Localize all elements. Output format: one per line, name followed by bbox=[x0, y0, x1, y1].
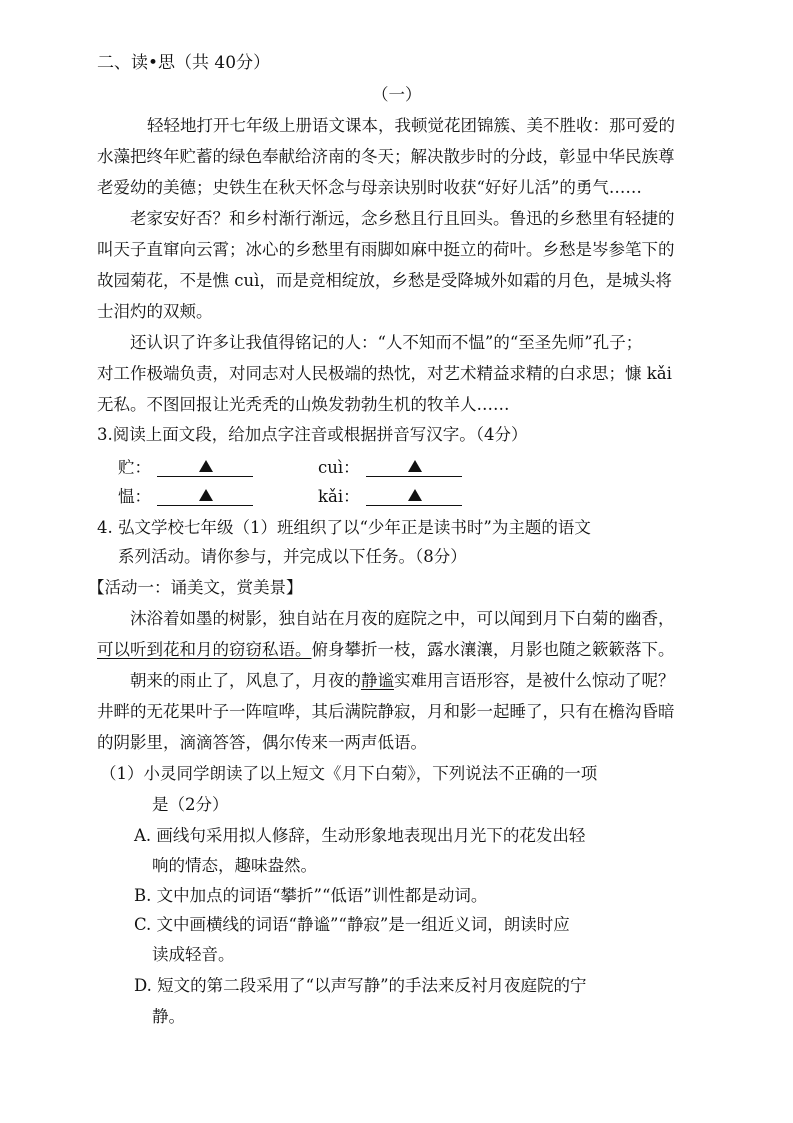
activity-1-para-2-line-1 bbox=[130, 670, 675, 692]
q3-item-cui-label: cuì： bbox=[318, 458, 360, 477]
passage-p2-line-3: 故园菊花，不是憔 cuì，而是竞相绽放，乡愁是受降城外如霜的月色，是城头将 bbox=[97, 271, 672, 290]
underlined-word-jingmi: 静谧 bbox=[361, 671, 394, 690]
triangle-marker-icon bbox=[199, 460, 213, 472]
passage-p3-line-2: 对工作极端负责，对同志对人民极端的热忱，对艺术精益求精的白求思；慷 kǎi bbox=[97, 364, 672, 383]
triangle-marker-icon bbox=[408, 460, 422, 472]
q3-answer-blank-3[interactable] bbox=[157, 487, 253, 506]
question-4-line-1: 4. 弘文学校七年级（1）班组织了以“少年正是读书时”为主题的语文 bbox=[97, 518, 591, 537]
section-title: 二、读•思（共 40分） bbox=[97, 53, 271, 73]
option-c-line-2[interactable]: 读成轻音。 bbox=[152, 945, 235, 964]
passage-p2-line-4: 士泪灼的双颊。 bbox=[97, 302, 213, 321]
passage-p3-line-1: 还认识了许多让我值得铭记的人：“人不知而不愠”的“至圣先师”孔子； bbox=[130, 333, 643, 352]
para-2-text-a: 朝来的雨止了，风息了，月夜的 bbox=[130, 671, 361, 690]
para-1-line-2-rest: 俯身攀折一枝，露水瀼瀼，月影也随之簌簌落下。 bbox=[311, 640, 675, 659]
q3-item-kai-label: kǎi： bbox=[318, 487, 360, 506]
q3-item-zhu bbox=[118, 457, 253, 479]
activity-1-title: 【活动一：诵美文，赏美景】 bbox=[88, 578, 303, 597]
triangle-marker-icon bbox=[408, 489, 422, 501]
option-a-line-2[interactable]: 响的情态，趣味盎然。 bbox=[152, 856, 317, 875]
q3-item-yun-label: 愠： bbox=[118, 487, 151, 506]
q3-answer-blank-4[interactable] bbox=[366, 487, 462, 506]
option-d-line-2[interactable]: 静。 bbox=[152, 1007, 185, 1026]
q3-item-kai bbox=[318, 486, 462, 508]
activity-1-para-2-line-2: 井畔的无花果叶子一阵喧哗，其后满院静寂，月和影一起睡了，只有在檐沟昏暗 bbox=[97, 702, 675, 721]
passage-p3-line-3: 无私。不图回报让光秃秃的山焕发勃勃生机的牧羊人…… bbox=[97, 395, 510, 414]
sub-question-1-line-2: 是（2分） bbox=[152, 795, 229, 814]
activity-1-para-1-line-2 bbox=[97, 639, 675, 661]
q3-answer-blank-1[interactable] bbox=[157, 458, 253, 477]
q3-item-zhu-label: 贮： bbox=[118, 458, 151, 477]
question-3-prompt: 3.阅读上面文段，给加点字注音或根据拼音写汉字。（4分） bbox=[97, 425, 528, 444]
q3-item-yun bbox=[118, 486, 253, 508]
passage-p2-line-2: 叫天子直窜向云霄；冰心的乡愁里有雨脚如麻中挺立的荷叶。乡愁是岑参笔下的 bbox=[97, 240, 675, 259]
question-4-line-2: 系列活动。请你参与，并完成以下任务。（8分） bbox=[118, 547, 467, 566]
para-2-text-b: 实难用言语形容，是被什么惊动了呢？ bbox=[394, 671, 675, 690]
passage-p1-line-1: 轻轻地打开七年级上册语文课本，我顿觉花团锦簇、美不胜收：那可爱的 bbox=[147, 116, 675, 135]
activity-1-para-2-line-3: 的阴影里，滴滴答答，偶尔传来一两声低语。 bbox=[97, 733, 427, 752]
activity-1-para-1-line-1: 沐浴着如墨的树影，独自站在月夜的庭院之中，可以闻到月下白菊的幽香， bbox=[130, 609, 675, 628]
option-b-line-1[interactable]: B. 文中加点的词语“攀折”“低语”训性都是动词。 bbox=[134, 886, 488, 905]
option-d-line-1[interactable]: D. 短文的第二段采用了“以声写静”的手法来反衬月夜庭院的宁 bbox=[134, 976, 587, 995]
part-label: （一） bbox=[372, 85, 422, 104]
passage-p1-line-3: 老爱幼的美德；史铁生在秋天怀念与母亲诀别时收获“好好儿活”的勇气…… bbox=[97, 178, 642, 197]
option-c-line-1[interactable]: C. 文中画横线的词语“静谧”“静寂”是一组近义词，朗读时应 bbox=[134, 915, 570, 934]
passage-p2-line-1: 老家安好否？和乡村渐行渐远，念乡愁且行且回头。鲁迅的乡愁里有轻捷的 bbox=[130, 209, 675, 228]
q3-item-cui bbox=[318, 457, 462, 479]
q3-answer-blank-2[interactable] bbox=[366, 458, 462, 477]
option-a-line-1[interactable]: A. 画线句采用拟人修辞，生动形象地表现出月光下的花发出轻 bbox=[134, 826, 586, 845]
triangle-marker-icon bbox=[199, 489, 213, 501]
sub-question-1-line-1: （1）小灵同学朗读了以上短文《月下白菊》，下列说法不正确的一项 bbox=[100, 764, 598, 783]
underlined-sentence: 可以听到花和月的窃窃私语。 bbox=[97, 640, 312, 659]
passage-p1-line-2: 水藻把终年贮蓄的绿色奉献给济南的冬天；解决散步时的分歧，彰显中华民族尊 bbox=[97, 147, 675, 166]
